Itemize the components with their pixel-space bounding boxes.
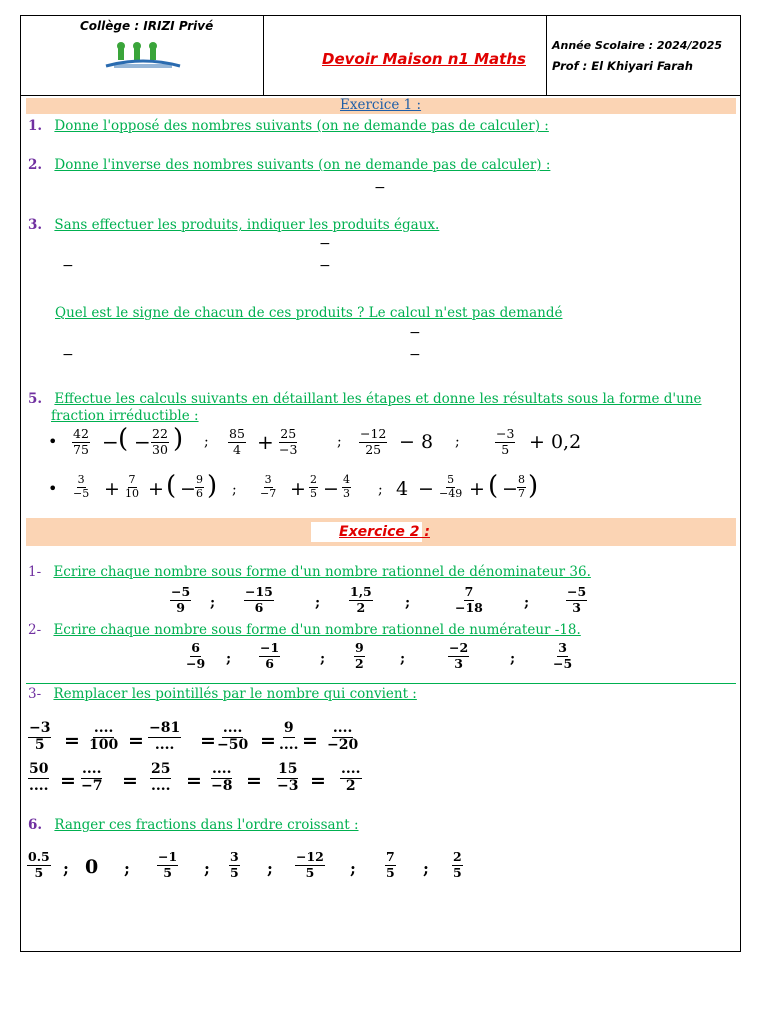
numerator: 1,5	[350, 584, 372, 599]
separator: ;	[423, 859, 429, 878]
fraction	[495, 427, 515, 457]
denominator: 2	[355, 655, 364, 671]
ex1-question-2	[28, 157, 550, 173]
fraction	[170, 585, 191, 615]
minus-sign: −	[134, 430, 151, 454]
fraction	[157, 850, 178, 880]
fraction	[216, 721, 249, 754]
numerator: 0.5	[28, 849, 50, 864]
numerator: ....	[332, 721, 354, 738]
denominator: 25	[365, 441, 382, 457]
numerator: 7	[128, 474, 137, 488]
numerator: 42	[73, 426, 89, 441]
numerator: −5	[171, 584, 191, 599]
fraction	[195, 474, 204, 500]
minus-eight: − 8	[399, 431, 434, 453]
fraction	[349, 585, 373, 615]
fraction	[566, 585, 587, 615]
denominator: 6	[265, 655, 274, 671]
fraction	[448, 641, 469, 671]
numerator: 5	[446, 474, 455, 488]
separator: ;	[232, 482, 237, 498]
q-text: Donne l'inverse des nombres suivants (on ne demande pas de calculer) :	[54, 157, 551, 173]
denominator: 30	[152, 441, 168, 457]
plus-sign: +	[104, 478, 120, 500]
plus-sign: +	[290, 478, 306, 500]
denominator: 6	[196, 487, 203, 501]
separator: ;	[124, 859, 130, 878]
fraction	[88, 721, 119, 754]
denominator: −5	[553, 655, 573, 671]
fraction	[28, 721, 51, 754]
numerator: −3	[496, 426, 515, 441]
separator: ;	[378, 482, 383, 498]
separator: ;	[510, 651, 516, 667]
denominator: −7	[81, 778, 103, 795]
q-text: Ranger ces fractions dans l'ordre croissant :	[54, 817, 359, 833]
denominator: ....	[279, 737, 299, 754]
header-col-divider-2	[546, 15, 547, 95]
denominator: 5	[453, 864, 462, 880]
fraction	[309, 474, 318, 500]
fraction	[124, 474, 140, 500]
minus-sign: −	[502, 478, 518, 500]
equals-sign: =	[302, 730, 318, 752]
fraction-bar-placeholder: −	[62, 258, 74, 274]
numerator: 25	[280, 426, 297, 441]
numerator: 9	[195, 474, 204, 488]
denominator: −49	[439, 487, 463, 501]
denominator: −3	[277, 778, 299, 795]
q-text: Donne l'opposé des nombres suivants (on ne demande pas de calculer) :	[54, 118, 549, 134]
denominator: −5	[73, 487, 90, 501]
fraction-bar-placeholder: −	[319, 236, 331, 252]
fraction	[354, 641, 365, 671]
denominator: ....	[29, 778, 49, 795]
separator: ;	[405, 595, 411, 611]
fraction	[552, 641, 573, 671]
denominator: 5	[501, 441, 510, 457]
numerator: −81	[148, 721, 181, 738]
numerator: 9	[283, 721, 295, 738]
separator: ;	[315, 595, 321, 611]
denominator: −7	[260, 487, 277, 501]
equals-sign: =	[310, 770, 326, 792]
equals-sign: =	[122, 770, 138, 792]
fraction	[72, 474, 90, 500]
equals-sign: =	[260, 730, 276, 752]
denominator: −9	[186, 655, 206, 671]
numerator: 3	[77, 474, 86, 488]
fraction	[210, 762, 233, 795]
numerator: 85	[229, 426, 245, 441]
plus-zero-two: + 0,2	[529, 431, 582, 453]
q-text: Quel est le signe de chacun de ces produits ? Le calcul n'est pas demandé	[55, 305, 563, 321]
fraction	[148, 721, 181, 754]
q-text: Ecrire chaque nombre sous forme d'un nombre rationnel de numérateur -18.	[53, 622, 581, 638]
numerator: 2	[309, 474, 318, 488]
numerator: −3	[28, 721, 51, 738]
fraction	[80, 762, 103, 795]
fraction	[244, 585, 274, 615]
minus-sign: −	[418, 478, 434, 500]
ex1-question-4	[55, 305, 562, 321]
fraction	[517, 474, 526, 500]
denominator: 5	[305, 864, 315, 880]
homework-title: Devoir Maison n1 Maths	[322, 50, 526, 68]
q-number: 5.	[28, 391, 43, 407]
q-number: 1.	[28, 118, 43, 134]
numerator: 9	[355, 640, 364, 655]
q-text: Remplacer les pointillés par le nombre qui convient :	[53, 686, 417, 702]
plus-sign: +	[257, 430, 274, 454]
equals-sign: =	[186, 770, 202, 792]
separator: ;	[210, 595, 216, 611]
fraction	[326, 721, 359, 754]
fraction	[295, 850, 325, 880]
separator: ;	[204, 859, 210, 878]
exercise1-title: Exercice 1 :	[340, 97, 422, 113]
minus-sign: −	[180, 478, 196, 500]
denominator: −18	[455, 599, 483, 615]
fraction	[185, 641, 206, 671]
numerator: ....	[222, 721, 244, 738]
numerator: −12	[360, 426, 387, 441]
fraction	[452, 850, 463, 880]
number-four: 4	[396, 478, 409, 500]
denominator: 3	[343, 487, 350, 501]
fraction	[28, 762, 50, 795]
denominator: −3	[279, 441, 298, 457]
paren-left: (	[118, 424, 129, 454]
denominator: 2	[356, 599, 366, 615]
q-text: Effectue les calculs suivants en détaillant les étapes et donne les résultats sous la forme d'une	[54, 391, 702, 407]
numerator: 7	[386, 849, 395, 864]
fraction	[454, 585, 484, 615]
fraction	[259, 641, 280, 671]
fraction-bar-placeholder: −	[62, 347, 74, 363]
fraction-bar-placeholder: −	[374, 180, 386, 196]
numerator: 25	[150, 762, 171, 779]
equals-sign: =	[60, 770, 76, 792]
separator: ;	[267, 859, 273, 878]
numerator: ....	[93, 721, 115, 738]
q-number: 2-	[28, 622, 42, 638]
numerator: 7	[464, 584, 474, 599]
denominator: 5	[230, 864, 239, 880]
separator: ;	[63, 859, 69, 878]
numerator: 15	[277, 762, 298, 779]
college-name: Collège : IRIZI Privé	[80, 19, 214, 33]
separator: ;	[320, 651, 326, 667]
fraction-bar-placeholder: −	[409, 325, 421, 341]
header-divider	[20, 95, 741, 96]
ex2-question-6	[28, 817, 359, 833]
denominator: −20	[327, 737, 359, 754]
denominator: ....	[154, 737, 175, 754]
ex1-question-5	[28, 391, 702, 407]
equals-sign: =	[64, 730, 80, 752]
q-text: Sans effectuer les produits, indiquer les produits égaux.	[54, 217, 440, 233]
paren-right: )	[173, 424, 184, 454]
paren-left: (	[166, 471, 177, 501]
q-number: 2.	[28, 157, 43, 173]
q-number: 1-	[28, 564, 42, 580]
fraction	[438, 474, 463, 500]
minus-sign: −	[323, 478, 339, 500]
separator: ;	[204, 434, 209, 450]
separator: ;	[350, 859, 356, 878]
separator: ;	[337, 434, 342, 450]
q-text: fraction irréductible :	[51, 408, 199, 424]
denominator: 3	[572, 599, 581, 615]
plus-sign: +	[469, 478, 485, 500]
denominator: 75	[73, 441, 89, 457]
q-number: 6.	[28, 817, 43, 833]
paren-right: )	[207, 471, 218, 501]
denominator: 5	[310, 487, 317, 501]
number-zero: 0	[85, 856, 99, 878]
fraction	[72, 427, 90, 457]
numerator: −5	[567, 584, 587, 599]
numerator: ....	[211, 762, 233, 779]
separator: ;	[400, 651, 406, 667]
teacher-name: Prof : El Khiyari Farah	[552, 59, 693, 73]
fraction-bar-placeholder: −	[409, 347, 421, 363]
numerator: −2	[449, 640, 469, 655]
exercise2-title: Exercice 2 :	[339, 524, 430, 540]
fraction	[278, 721, 300, 754]
bullet: •	[48, 479, 58, 498]
ex2-question-2	[28, 622, 581, 638]
numerator: −12	[296, 849, 324, 864]
denominator: −8	[211, 778, 233, 795]
separator: ;	[226, 651, 232, 667]
fraction	[27, 850, 51, 880]
separator: ;	[455, 434, 460, 450]
fraction	[278, 427, 298, 457]
numerator: 4	[342, 474, 351, 488]
minus-sign: −	[102, 430, 119, 454]
denominator: 6	[254, 599, 264, 615]
denominator: 5	[34, 737, 45, 754]
denominator: 10	[125, 487, 139, 501]
numerator: −1	[158, 849, 178, 864]
denominator: 5	[386, 864, 395, 880]
ex2-question-3	[28, 686, 417, 702]
plus-sign: +	[148, 478, 164, 500]
fraction	[150, 762, 172, 795]
fraction	[359, 427, 387, 457]
numerator: 3	[230, 849, 239, 864]
numerator: −1	[260, 640, 280, 655]
denominator: 5	[163, 864, 172, 880]
fraction	[385, 850, 396, 880]
numerator: 22	[152, 426, 168, 441]
numerator: 3	[264, 474, 273, 488]
school-year: Année Scolaire : 2024/2025	[552, 39, 723, 52]
numerator: ....	[81, 762, 103, 779]
paren-right: )	[528, 471, 539, 501]
fraction-bar-placeholder: −	[319, 258, 331, 274]
q-number: 3-	[28, 686, 42, 702]
denominator: −50	[217, 737, 249, 754]
numerator: 2	[453, 849, 462, 864]
ex1-question-3	[28, 217, 439, 233]
denominator: 7	[518, 487, 525, 501]
numerator: ....	[340, 762, 362, 779]
ex1-question-5-cont	[51, 408, 199, 424]
bullet: •	[48, 432, 58, 451]
ex1-question-1	[28, 118, 549, 134]
fraction	[228, 427, 246, 457]
denominator: 5	[34, 864, 44, 880]
fraction	[259, 474, 277, 500]
section-rule	[26, 683, 736, 684]
fraction	[229, 850, 240, 880]
fraction	[342, 474, 351, 500]
equals-sign: =	[128, 730, 144, 752]
fraction	[276, 762, 299, 795]
numerator: −15	[245, 584, 273, 599]
paren-left: (	[488, 471, 499, 501]
fraction	[340, 762, 362, 795]
school-logo	[104, 42, 182, 74]
header-col-divider-1	[263, 15, 264, 95]
numerator: 6	[191, 640, 200, 655]
denominator: 4	[232, 441, 241, 457]
equals-sign: =	[200, 730, 216, 752]
denominator: 9	[176, 599, 185, 615]
denominator: ....	[151, 778, 171, 795]
denominator: 100	[89, 737, 119, 754]
ex2-question-1	[28, 564, 591, 580]
separator: ;	[524, 595, 530, 611]
numerator: 3	[558, 640, 567, 655]
equals-sign: =	[246, 770, 262, 792]
fraction	[151, 427, 169, 457]
q-number: 3.	[28, 217, 43, 233]
numerator: 50	[28, 762, 49, 779]
q-text: Ecrire chaque nombre sous forme d'un nombre rationnel de dénominateur 36.	[53, 564, 591, 580]
denominator: 3	[454, 655, 463, 671]
denominator: 2	[345, 778, 356, 795]
numerator: 8	[517, 474, 526, 488]
